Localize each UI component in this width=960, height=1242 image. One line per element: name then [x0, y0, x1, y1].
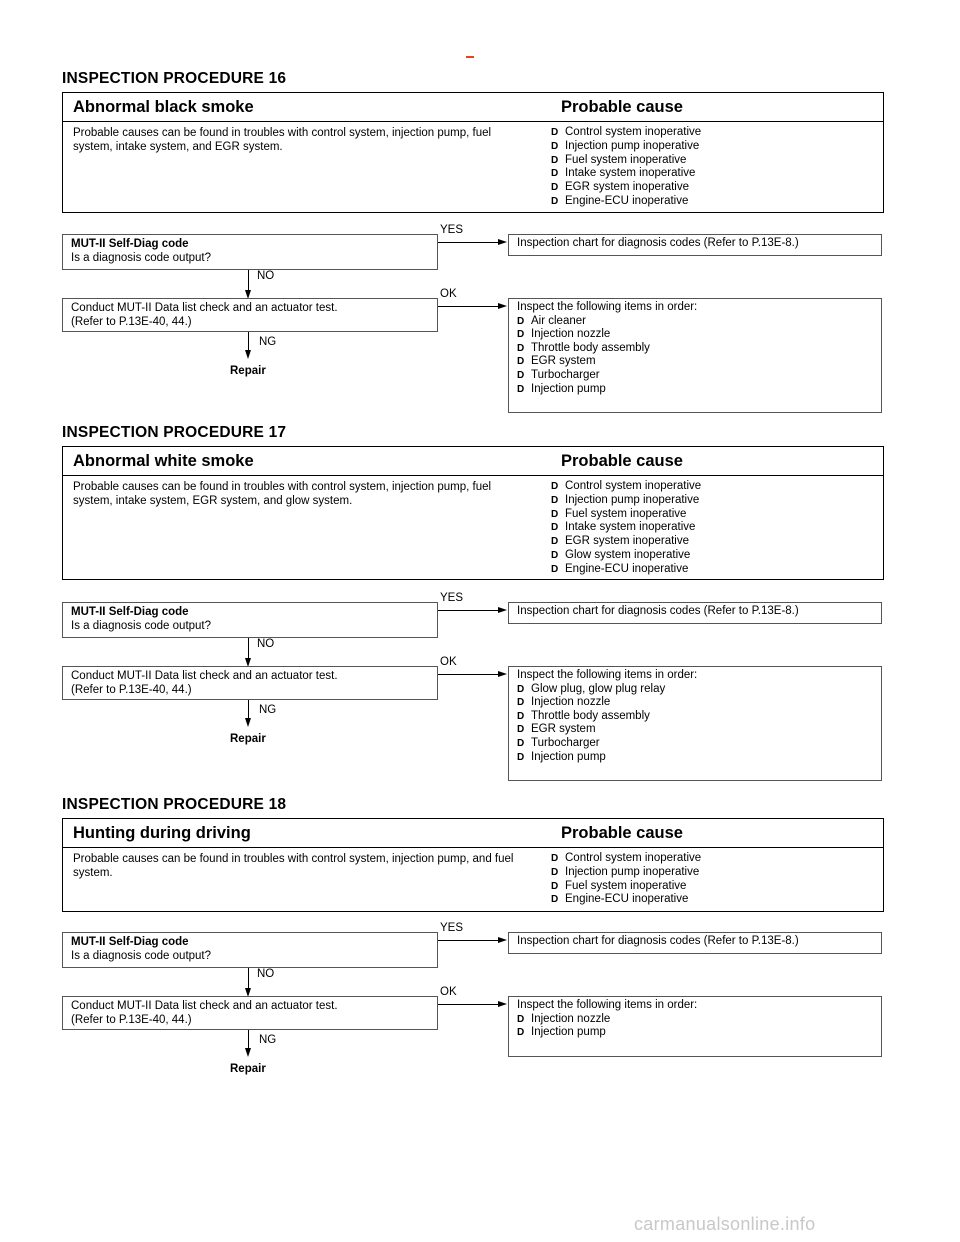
bullet-icon: D [517, 1027, 525, 1039]
list-item [551, 195, 883, 209]
ng-label: NG [259, 704, 277, 716]
ng-connector [248, 700, 249, 720]
inspection-item-text: EGR system [531, 355, 596, 368]
ok-result-box [508, 298, 882, 413]
bullet-icon: D [517, 329, 525, 341]
inspection-item-text: Injection pump [531, 382, 606, 395]
step-self-diag-title: MUT-II Self-Diag code [71, 606, 189, 618]
footer-watermark: carmanualsonline.info [634, 1214, 816, 1234]
repair-label: Repair [230, 365, 266, 377]
ok-label: OK [440, 656, 457, 668]
symptom-heading: Hunting during driving [73, 824, 251, 842]
bullet-icon: D [551, 549, 559, 561]
cause-text: Engine-ECU inoperative [565, 893, 689, 906]
step-data-list-reference: (Refer to P.13E-40, 44.) [71, 683, 192, 696]
bullet-icon: D [551, 154, 559, 166]
bullet-icon: D [551, 127, 559, 138]
repair-label: Repair [230, 733, 266, 745]
arrow-down-icon [245, 350, 251, 359]
cause-text: Control system inoperative [565, 126, 702, 138]
bullet-icon: D [551, 182, 559, 194]
cause-text: Intake system inoperative [565, 521, 696, 534]
arrow-right-icon [498, 239, 507, 245]
cause-text: Fuel system inoperative [565, 879, 687, 892]
ok-connector [438, 674, 500, 675]
repair-label: Repair [230, 1063, 266, 1075]
cause-list [541, 476, 883, 577]
procedure-title: INSPECTION PROCEDURE 17 [62, 424, 287, 441]
bullet-icon: D [517, 697, 525, 709]
list-item [551, 521, 883, 535]
list-item [517, 342, 873, 356]
cause-text: EGR system inoperative [565, 535, 689, 548]
bullet-icon: D [551, 522, 559, 534]
step-self-diag-box [62, 602, 438, 638]
inspection-item-text: Injection nozzle [531, 1012, 611, 1025]
cause-text: Glow system inoperative [565, 548, 691, 561]
inspection-item-text: Turbocharger [531, 736, 600, 749]
arrow-down-icon [245, 1048, 251, 1057]
list-item [551, 181, 883, 195]
yes-result-box: Inspection chart for diagnosis codes (Refer to P.13E-8.) [508, 602, 882, 624]
ok-connector [438, 306, 500, 307]
bullet-icon: D [551, 880, 559, 892]
list-item [517, 328, 873, 342]
list-item [551, 549, 883, 563]
inspection-item-text: Injection nozzle [531, 328, 611, 341]
list-item [551, 866, 883, 880]
cause-heading: Probable cause [561, 98, 683, 116]
bullet-icon: D [517, 315, 525, 327]
inspection-item-text: EGR system [531, 723, 596, 736]
symptom-heading: Abnormal white smoke [73, 452, 254, 470]
cause-text: Intake system inoperative [565, 167, 696, 180]
bullet-icon: D [517, 356, 525, 368]
inspection-item-text: Turbocharger [531, 368, 600, 381]
no-label: NO [257, 968, 275, 980]
list-item [551, 893, 883, 907]
bullet-icon: D [551, 494, 559, 506]
step-self-diag-question: Is a diagnosis code output? [71, 949, 212, 962]
list-item [551, 508, 883, 522]
inspection-item-text: Throttle body assembly [531, 341, 650, 354]
step-data-list-reference: (Refer to P.13E-40, 44.) [71, 1013, 192, 1026]
bullet-icon: D [517, 369, 525, 381]
inspection-item-text: Injection nozzle [531, 696, 611, 709]
inspection-item-text: Injection pump [531, 1026, 606, 1039]
list-item [517, 737, 873, 751]
table-body [63, 476, 883, 577]
step-data-list-box [62, 996, 438, 1030]
bullet-icon: D [551, 536, 559, 548]
list-item [551, 535, 883, 549]
cause-heading: Probable cause [561, 824, 683, 842]
cause-description: Probable causes can be found in troubles with control system, injection pump, and fuel system. [73, 853, 514, 879]
yes-result-box: Inspection chart for diagnosis codes (Refer to P.13E-8.) [508, 932, 882, 954]
no-connector [248, 968, 249, 990]
top-mark [466, 56, 474, 58]
cause-text: Injection pump inoperative [565, 139, 700, 152]
bullet-icon: D [517, 724, 525, 736]
ok-connector [438, 1004, 500, 1005]
step-self-diag-question: Is a diagnosis code output? [71, 619, 212, 632]
arrow-right-icon [498, 607, 507, 613]
list-item [517, 1013, 873, 1027]
cause-description: Probable causes can be found in troubles with control system, injection pump, fuel system, intake system, and EGR system. [73, 127, 492, 153]
list-item [517, 683, 873, 697]
list-item [517, 1026, 873, 1040]
list-item [551, 494, 883, 508]
list-item [551, 880, 883, 894]
yes-label: YES [440, 592, 464, 604]
ng-connector [248, 1030, 249, 1050]
list-item [551, 140, 883, 154]
list-item [551, 167, 883, 181]
step-data-list-text: Conduct MUT-II Data list check and an actuator test. [71, 1000, 338, 1012]
cause-text: Control system inoperative [565, 480, 702, 492]
list-item [551, 480, 883, 494]
step-self-diag-box [62, 234, 438, 270]
ok-label: OK [440, 288, 457, 300]
bullet-icon: D [551, 866, 559, 878]
list-item [517, 723, 873, 737]
ok-result-box [508, 666, 882, 781]
inspection-item-text: Glow plug, glow plug relay [531, 682, 666, 695]
step-data-list-box [62, 298, 438, 332]
table-body [63, 122, 883, 209]
list-item [551, 852, 883, 866]
cause-heading: Probable cause [561, 452, 683, 470]
ok-result-box [508, 996, 882, 1057]
bullet-icon: D [551, 195, 559, 207]
list-item [517, 383, 873, 397]
no-label: NO [257, 270, 275, 282]
no-connector [248, 638, 249, 660]
list-item [517, 751, 873, 765]
list-item [551, 126, 883, 140]
cause-text: Engine-ECU inoperative [565, 194, 689, 207]
step-self-diag-question: Is a diagnosis code output? [71, 251, 212, 264]
yes-result-box: Inspection chart for diagnosis codes (Refer to P.13E-8.) [508, 234, 882, 256]
step-data-list-reference: (Refer to P.13E-40, 44.) [71, 315, 192, 328]
bullet-icon: D [517, 710, 525, 722]
ok-result-intro: Inspect the following items in order: [517, 301, 698, 313]
bullet-icon: D [517, 751, 525, 763]
cause-description: Probable causes can be found in troubles with control system, injection pump, fuel system, intake system, EGR system, and glow system. [73, 481, 492, 507]
arrow-down-icon [245, 718, 251, 727]
cause-text: Injection pump inoperative [565, 865, 700, 878]
step-self-diag-box [62, 932, 438, 968]
arrow-right-icon [498, 937, 507, 943]
ng-connector [248, 332, 249, 352]
yes-label: YES [440, 224, 464, 236]
cause-text: Fuel system inoperative [565, 507, 687, 520]
list-item [517, 696, 873, 710]
step-self-diag-title: MUT-II Self-Diag code [71, 936, 189, 948]
cause-text: EGR system inoperative [565, 181, 689, 194]
bullet-icon: D [551, 481, 559, 492]
list-item [517, 710, 873, 724]
step-data-list-text: Conduct MUT-II Data list check and an actuator test. [71, 302, 338, 314]
cause-list [541, 848, 883, 907]
step-self-diag-title: MUT-II Self-Diag code [71, 238, 189, 250]
bullet-icon: D [517, 737, 525, 749]
list-item [517, 315, 873, 329]
bullet-icon: D [551, 894, 559, 906]
bullet-icon: D [517, 342, 525, 354]
table-header [63, 819, 883, 848]
procedure-title: INSPECTION PROCEDURE 16 [62, 70, 287, 87]
arrow-right-icon [498, 671, 507, 677]
list-item [517, 355, 873, 369]
cause-list [541, 122, 883, 209]
cause-text: Injection pump inoperative [565, 493, 700, 506]
bullet-icon: D [551, 853, 559, 864]
probable-cause-table [62, 818, 884, 912]
cause-text: Control system inoperative [565, 852, 702, 864]
inspection-item-text: Air cleaner [531, 314, 586, 327]
ok-result-intro: Inspect the following items in order: [517, 999, 698, 1011]
yes-connector [438, 242, 500, 243]
probable-cause-table [62, 446, 884, 580]
ng-label: NG [259, 1034, 277, 1046]
bullet-icon: D [551, 508, 559, 520]
arrow-right-icon [498, 1001, 507, 1007]
bullet-icon: D [551, 140, 559, 152]
ok-result-intro: Inspect the following items in order: [517, 669, 698, 681]
list-item [517, 369, 873, 383]
no-label: NO [257, 638, 275, 650]
inspection-item-text: Throttle body assembly [531, 709, 650, 722]
step-data-list-box [62, 666, 438, 700]
list-item [551, 563, 883, 577]
bullet-icon: D [517, 383, 525, 395]
step-data-list-text: Conduct MUT-II Data list check and an actuator test. [71, 670, 338, 682]
bullet-icon: D [517, 1013, 525, 1025]
ng-label: NG [259, 336, 277, 348]
ok-label: OK [440, 986, 457, 998]
yes-connector [438, 610, 500, 611]
list-item [551, 154, 883, 168]
table-header [63, 447, 883, 476]
symptom-heading: Abnormal black smoke [73, 98, 254, 116]
yes-connector [438, 940, 500, 941]
procedure-title: INSPECTION PROCEDURE 18 [62, 796, 287, 813]
bullet-icon: D [551, 563, 559, 575]
table-body [63, 848, 883, 907]
no-connector [248, 270, 249, 292]
inspection-item-text: Injection pump [531, 750, 606, 763]
bullet-icon: D [517, 683, 525, 695]
bullet-icon: D [551, 168, 559, 180]
yes-label: YES [440, 922, 464, 934]
probable-cause-table [62, 92, 884, 213]
table-header [63, 93, 883, 122]
arrow-right-icon [498, 303, 507, 309]
cause-text: Engine-ECU inoperative [565, 562, 689, 575]
cause-text: Fuel system inoperative [565, 153, 687, 166]
